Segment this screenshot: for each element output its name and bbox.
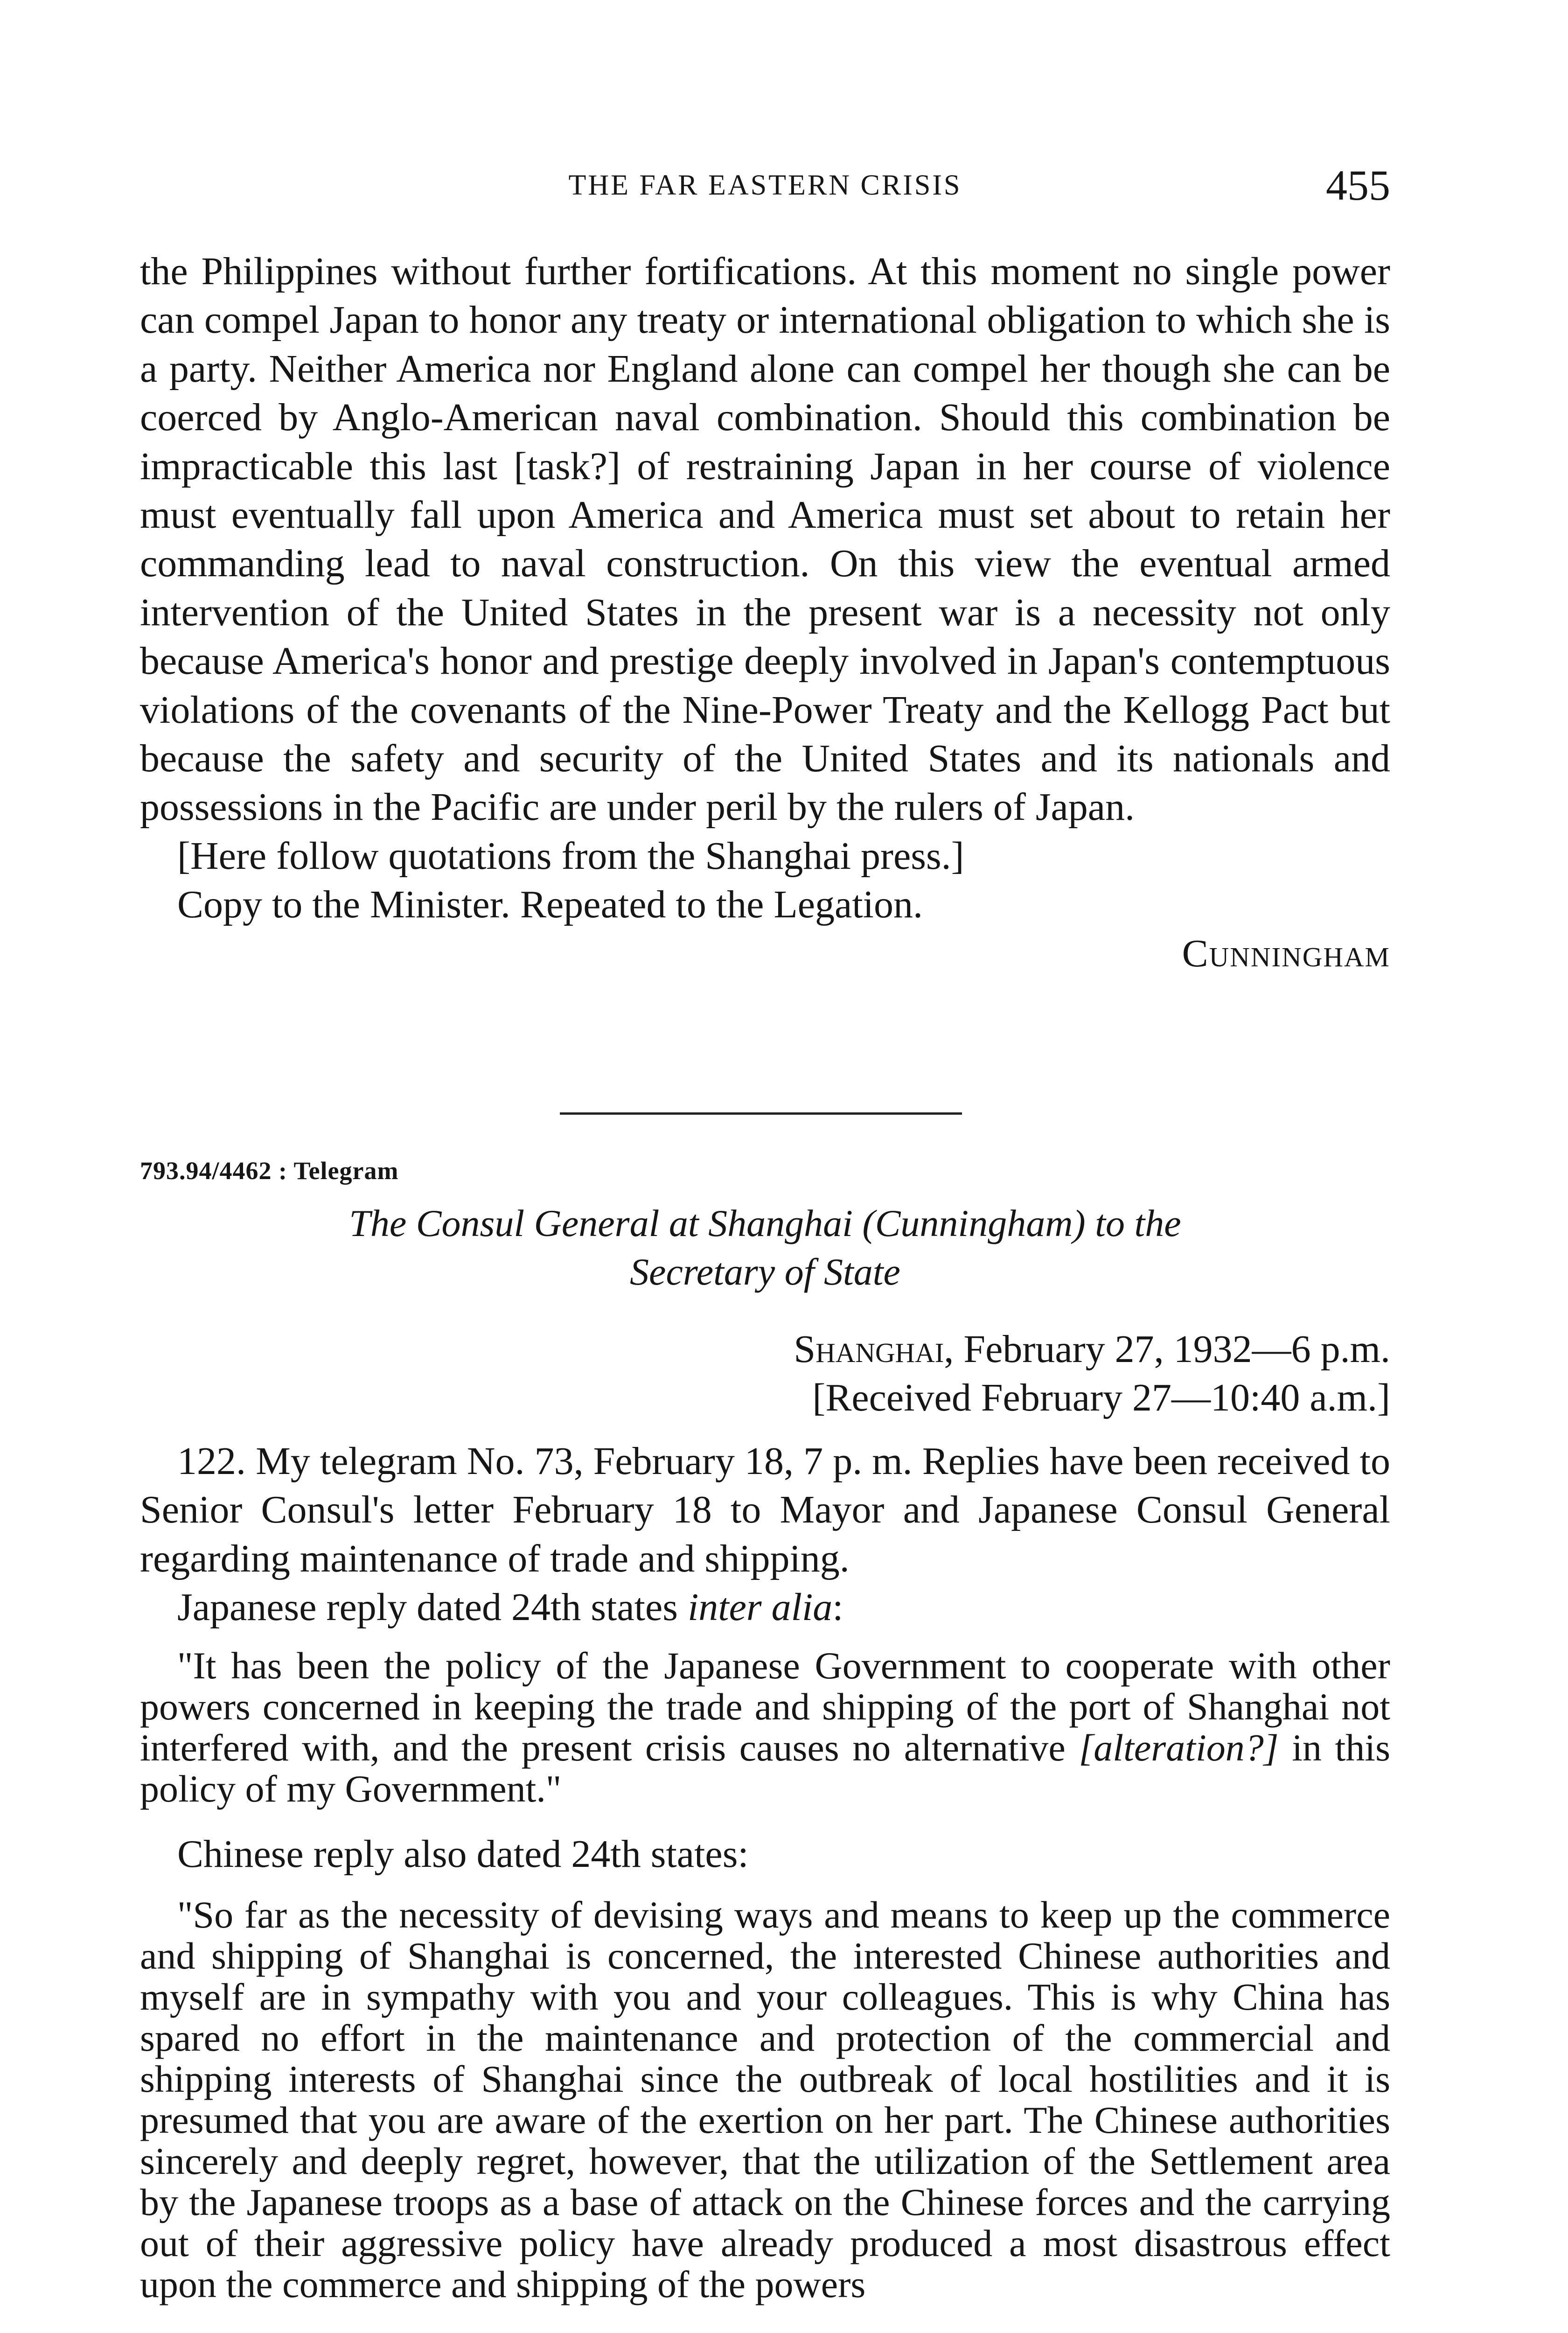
telegram-paragraph-3: Chinese reply also dated 24th states:: [177, 1832, 749, 1876]
document-heading: [140, 1199, 1390, 1296]
para2-italic: inter alia: [687, 1586, 833, 1629]
file-reference: 793.94/4462 : Telegram: [140, 1157, 399, 1185]
heading-line-2: Secretary of State: [630, 1250, 900, 1293]
running-head: [140, 163, 1390, 210]
chinese-reply-quote: "So far as the necessity of devising ways and means to keep up the commerce and shipping of Shanghai is concerned, the interested Chinese authorities and myself are in sympathy with you and your colleagues. This is why China has spared no effort in the maintenance and protection of the commercial and shipping interests of Shanghai since the outbreak of local hostilities and it is presumed that you are aware of the exertion on her part. The Chinese authorities sincerely and deeply regret, however, that the utilization of the Settlement area by the Japanese troops as a base of attack on the Chinese forces and the carrying out of their aggressive policy have already produced a most disastrous effect upon the commerce and shipping of the powers: [140, 1893, 1390, 2306]
heading-line-1: The Consul General at Shanghai (Cunningham) to the: [349, 1202, 1181, 1244]
quote1-part-b: in this policy of my Government.": [140, 1726, 1390, 1810]
telegram-text: [140, 1437, 1390, 2305]
quote1-part-a: "It has been the policy of the Japanese Government to cooperate with other powers concerned in keeping the trade and shipping of the port of Shanghai not interfered with, and the present crisis causes no alternative: [140, 1644, 1390, 1769]
japanese-reply-quote: [140, 1645, 1390, 1809]
para2-text: Japanese reply dated 24th states: [177, 1586, 688, 1629]
para2-end: :: [832, 1586, 843, 1629]
section1-text: [140, 247, 1390, 978]
dateline-block: [140, 1325, 1390, 1422]
copy-line: Copy to the Minister. Repeated to the Legation.: [177, 883, 923, 927]
dateline: [140, 1325, 1390, 1374]
telegram-paragraph-2: [140, 1583, 1390, 1632]
dateline-place: Shanghai: [794, 1327, 944, 1371]
paragraph-continued: the Philippines without further fortifications. At this moment no single power can compel Japan to honor any treaty or international obligation to which she is a party. Neither America nor England alone can compel her though she can be coerced by Anglo-American naval combination. Should this combination be impracticable this last [task?] of restraining Japan in her course of violence must eventually fall upon America and America must set about to retain her commanding lead to naval construction. On this view the eventual armed intervention of the United States in the present war is a necessity not only because America's honor and prestige deeply involved in Japan's contemptuous violations of the covenants of the Nine-Power Treaty and the Kellogg Pact but because the safety and security of the United States and its nationals and possessions in the Pacific are under peril by the rulers of Japan.: [140, 250, 1390, 829]
section-divider: [560, 1112, 962, 1115]
dateline-date: , February 27, 1932—6 p.m.: [944, 1327, 1390, 1371]
running-title: THE FAR EASTERN CRISIS: [568, 169, 962, 201]
page-number: 455: [1326, 161, 1390, 209]
received-line: [Received February 27—10:40 a.m.]: [812, 1376, 1390, 1419]
telegram-paragraph-1: 122. My telegram No. 73, February 18, 7 p. m. Replies have been received to Senior Consul's letter February 18 to Mayor and Japanese Consul General regarding maintenance of trade and shipping.: [140, 1439, 1390, 1580]
editorial-note: [Here follow quotations from the Shanghai press.]: [177, 834, 964, 878]
quote1-italic: [alteration?]: [1079, 1726, 1279, 1769]
signature: Cunningham: [1182, 931, 1390, 975]
